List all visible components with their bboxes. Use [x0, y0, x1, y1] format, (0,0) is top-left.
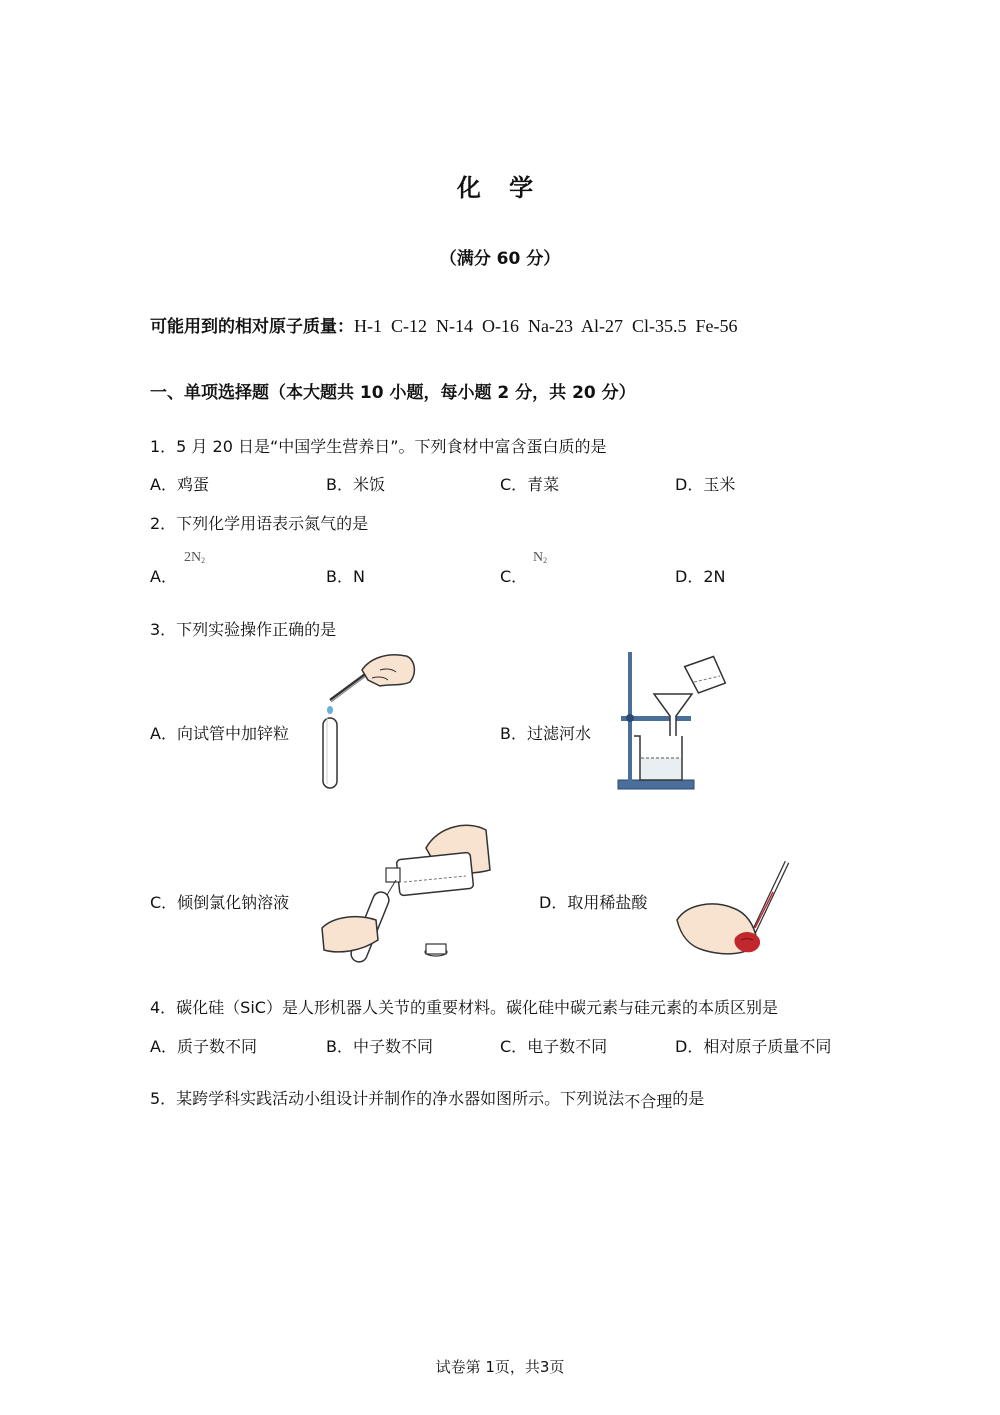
section-heading: 一、单项选择题（本大题共 10 小题，每小题 2 分，共 20 分）	[150, 383, 636, 403]
dropper-test-tube-figure	[310, 650, 420, 795]
question-4-stem: 4．碳化硅（SiC）是人形机器人关节的重要材料。碳化硅中碳元素与硅元素的本质区别是	[150, 998, 778, 1017]
q4-option-a: A．质子数不同	[150, 1037, 257, 1056]
q4-option-d: D．相对原子质量不同	[675, 1037, 832, 1056]
q3-option-d: D．取用稀盐酸	[539, 893, 648, 912]
q2-formula-c: $N_2$	[533, 550, 548, 565]
q2-option-d: D．2N	[675, 567, 726, 586]
q4-option-c: C．电子数不同	[500, 1037, 608, 1056]
question-5-stem: 5．某跨学科实践活动小组设计并制作的净水器如图所示。下列说法不合理的是	[150, 1089, 705, 1111]
page-footer: 试卷第 1页，共3页	[435, 1358, 565, 1376]
dropper-hand-figure	[675, 860, 795, 965]
q4-option-b: B．中子数不同	[326, 1037, 433, 1056]
filtration-apparatus-figure	[612, 650, 732, 795]
atomic-masses-label: 可能用到的相对原子质量：	[150, 317, 354, 337]
question-1-stem: 1．5 月 20 日是“中国学生营养日”。下列食材中富含蛋白质的是	[150, 437, 607, 456]
q1-option-d: D．玉米	[675, 475, 736, 494]
q1-option-b: B．米饭	[326, 475, 385, 494]
q1-option-a: A．鸡蛋	[150, 475, 209, 494]
pouring-liquid-figure	[318, 820, 498, 968]
q2-option-c: C．	[500, 567, 528, 586]
atomic-masses-values: H-1 C-12 N-14 O-16 Na-23 Al-27 Cl-35.5 Fe-56	[354, 316, 738, 336]
question-3-stem: 3．下列实验操作正确的是	[150, 620, 337, 639]
q2-option-a: A．	[150, 567, 177, 586]
q3-option-a: A．向试管中加锌粒	[150, 724, 289, 743]
atomic-masses	[150, 312, 737, 337]
question-2-stem: 2．下列化学用语表示氮气的是	[150, 514, 369, 533]
q3-option-c: C．倾倒氯化钠溶液	[150, 893, 290, 912]
q2-formula-a: $2N_2$	[184, 550, 206, 565]
q2-option-b: B．N	[326, 567, 365, 586]
q3-option-b: B．过滤河水	[500, 724, 591, 743]
emphasis-not-reasonable: 不合理	[624, 1092, 673, 1111]
q1-option-c: C．青菜	[500, 475, 560, 494]
page-title: 化 学	[456, 174, 544, 202]
score-note: （满分 60 分）	[439, 249, 561, 269]
